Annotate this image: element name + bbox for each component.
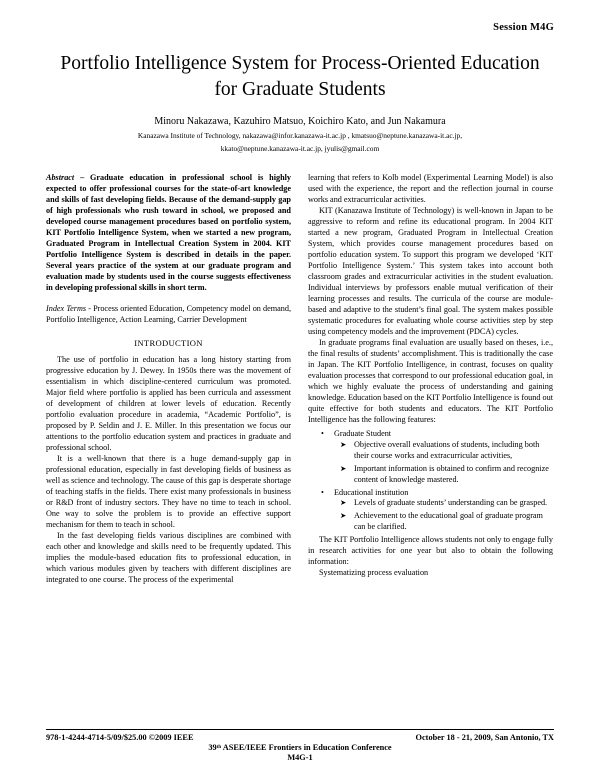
affiliation-line-1: Kanazawa Institute of Technology, nakazawa@infor.kanazawa-it.ac.jp , kmatsuo@neptune.kanazawa-it.ac.jp,	[137, 131, 463, 141]
conference-name: 39ᵗʰ ASEE/IEEE Frontiers in Education Conference	[208, 743, 392, 752]
list-item	[334, 498, 553, 509]
bullet-icon: •	[321, 428, 324, 438]
page-footer	[46, 729, 554, 762]
feature-list	[308, 429, 553, 534]
two-column-body	[46, 173, 554, 586]
feature-sub-text: Objective overall evaluations of students, including both their course works and extracurricular activities,	[354, 439, 540, 460]
left-paragraph-1: The use of portfolio in education has a long history starting from progressive education by J. Dewey. In 1950s there was the movement of essentialism in which discipline-centered curriculum was promoted. Major field where portfolio is applied has been curricula and assessment of development of children at lower levels of education. Recently portfolio evaluation procedure in academia, “Academic Portfolio”, is proposed by P. Seldin and J. E. Miller. In this presentation we focus our attentions to the portfolio education system and practices in graduate and professional school.	[46, 355, 291, 453]
page-title: Portfolio Intelligence System for Process-Oriented Education for Graduate Students	[60, 53, 540, 100]
left-paragraph-3: In the fast developing fields various disciplines are combined with each other and knowledge and skills need to be frequently updated. This implies the module-based education fits to professional education, in which various modules given by teachers with different disciplines are integrated to one course. The process of the experimental	[46, 531, 291, 584]
bullet-icon: •	[321, 487, 324, 497]
abstract-dash: –	[74, 172, 91, 182]
feature-label: Educational institution	[334, 487, 409, 497]
right-paragraph-2: KIT (Kanazawa Institute of Technology) is well-known in Japan to be aggressive to reform and refine its educational program. In 2004 KIT started a new program, Graduated Program in Intellectual Creation System, which provides course management procedures based on portfolio education system. To support this program we developed ‘KIT Portfolio Intelligence System.’ This system takes into account both classroom grades and extracurricular activities in the student evaluation. Individual interviews by professors enable mutual verification of their learning processes and results. The curricula of the course are module-based and adaptive to the student’s final goal. The system makes possible systematic procedures for evaluating whole course activities step by step using competency models and the improvement (PDCA) cycles.	[308, 205, 553, 336]
affiliation-line-2: kkato@neptune.kanazawa-it.ac.jp, jyulis@gmail.com	[220, 144, 380, 154]
left-paragraph-2: It is a well-known that there is a huge demand-supply gap in professional education, especially in fast developing fields of business as well as science and technology. The cause of this gap is desperate shortage of teaching staffs in the fields. There exist many professionals in business or R&D front of industry sectors. They have no time to teach in school. One way to solve the problem is to provide an effective support mechanism for them to teach in school.	[46, 454, 291, 530]
abstract-block	[46, 173, 291, 294]
feature-sub-text: Levels of graduate students’ understanding can be grasped.	[354, 498, 548, 508]
index-terms-dash: -	[86, 303, 94, 313]
abstract-text: Graduate education in professional school is highly expected to offer professional courses for the state-of-art knowledge and skills of fast developing fields. Because of the demand-supply gap of high professionals who rush toward in school, we proposed and developed course management procedures based on portfolio system, KIT Portfolio Intelligence System, when we started a new program, Graduated Program in Intellectual Creation System in 2004. KIT Portfolio Intelligence System is described in details in the paper. Several years practice of the system at our graduate program and evaluation made by students used in the course suggests effectiveness in developing professional skills in short term.	[46, 172, 292, 292]
list-item	[334, 440, 553, 462]
footer-top-row	[46, 733, 554, 742]
abstract-lead: Abstract	[46, 172, 75, 182]
right-paragraph-1: learning that refers to Kolb model (Experimental Learning Model) is also used with the experience, the report and the reflection journal in course works and extracurricular activities.	[308, 172, 553, 204]
list-item	[334, 464, 553, 486]
list-item	[334, 511, 553, 533]
feature-sublist	[334, 498, 553, 533]
feature-sub-text: Important information is obtained to confirm and recognize content of knowledge mastered.	[354, 463, 549, 484]
list-item	[308, 488, 553, 534]
arrow-right-icon: ➤	[340, 439, 347, 449]
list-item	[308, 429, 553, 486]
index-terms-lead: Index Terms	[46, 303, 87, 313]
conference-date-location: October 18 - 21, 2009, San Antonio, TX	[415, 733, 554, 742]
session-label: Session M4G	[493, 22, 554, 33]
right-paragraph-4: The KIT Portfolio Intelligence allows students not only to engage fully in research activities for one year but also to obtain the following information:	[308, 535, 553, 567]
right-column	[308, 173, 553, 586]
index-terms-block	[46, 304, 291, 326]
arrow-right-icon: ➤	[340, 511, 347, 521]
right-paragraph-3: In graduate programs final evaluation are usually based on theses, i.e., the final results of students’ accomplishment. This is traditionally the case in Japan. The KIT Portfolio Intelligence, in contrast, focuses on quality evaluation processes that correspond to our professional education goal, in which we highly evaluate the process of understanding and gaining knowledge. Education based on the KIT Portfolio Intelligence is found out quite effective for both students and educators. The KIT Portfolio Intelligence has the following features:	[308, 337, 553, 424]
index-terms-text: Process oriented Education, Competency model on demand, Portfolio Intelligence, Action Learning, Carrier Development	[46, 303, 291, 324]
right-paragraph-5: Systematizing process evaluation	[319, 568, 429, 578]
feature-sublist	[334, 440, 553, 486]
left-column	[46, 173, 291, 586]
feature-label: Graduate Student	[334, 428, 392, 438]
feature-sub-text: Achievement to the educational goal of graduate program can be clarified.	[354, 511, 543, 532]
page-number: M4G-1	[287, 753, 313, 762]
footer-divider	[46, 729, 554, 730]
arrow-right-icon: ➤	[340, 498, 347, 508]
arrow-right-icon: ➤	[340, 463, 347, 473]
author-list: Minoru Nakazawa, Kazuhiro Matsuo, Koichiro Kato, and Jun Nakamura	[154, 116, 446, 128]
copyright-text: 978-1-4244-4714-5/09/$25.00 ©2009 IEEE	[46, 733, 194, 742]
section-heading-introduction: INTRODUCTION	[134, 337, 203, 348]
